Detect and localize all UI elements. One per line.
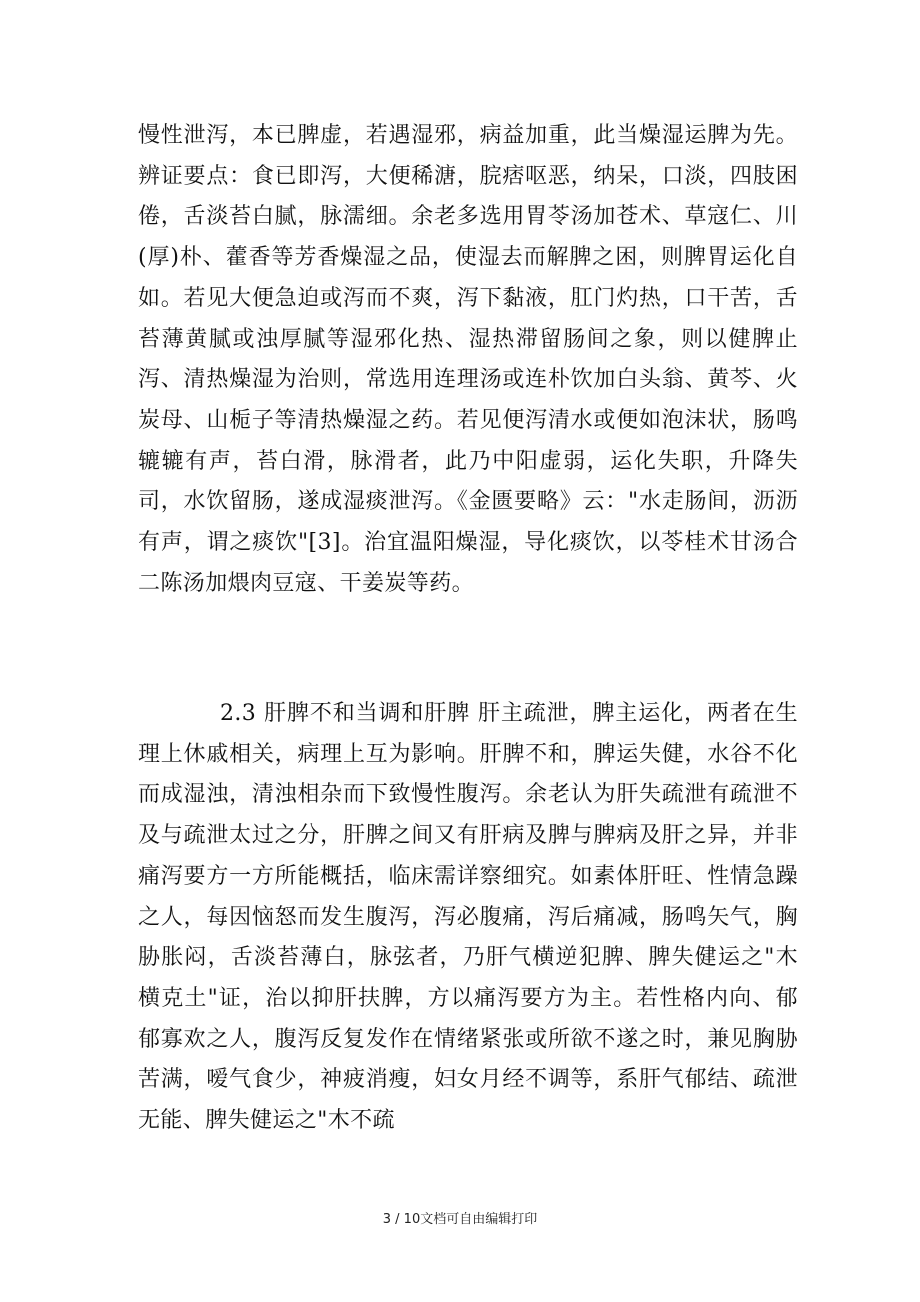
body-paragraph-1: 慢性泄泻，本已脾虚，若遇湿邪，病益加重，此当燥湿运脾为先。辨证要点：食已即泻，大便稀溏，脘痞呕恶，纳呆，口淡，四肢困倦，舌淡苔白腻，脉濡细。余老多选用胃苓汤加苍术、草寇仁、川(厚)朴、藿香等芳香燥湿之品，使湿去而解脾之困，则脾胃运化自如。若见大便急迫或泻而不爽，泻下黏液，肛门灼热，口干苦，舌苔薄黄腻或浊厚腻等湿邪化热、湿热滞留肠间之象，则以健脾止泻、清热燥湿为治则，常选用连理汤或连朴饮加白头翁、黄芩、火炭母、山栀子等清热燥湿之药。若见便泻清水或便如泡沫状，肠鸣辘辘有声，苔白滑，脉滑者，此乃中阳虚弱，运化失职，升降失司，水饮留肠，遂成湿痰泄泻。《金匮要略》云："水走肠间，沥沥有声，谓之痰饮"[3]。治宜温阳燥湿，导化痰饮，以苓桂术甘汤合二陈汤加煨肉豆寇、干姜炭等药。 (138, 123, 798, 596)
body-paragraph-2: 2.3 肝脾不和当调和肝脾 肝主疏泄，脾主运化，两者在生理上休戚相关，病理上互为影响。肝脾不和，脾运失健，水谷不化而成湿浊，清浊相杂而下致慢性腹泻。余老认为肝失疏泄有疏泄不及与疏泄太过之分，肝脾之间又有肝病及脾与脾病及肝之异，并非痛泻要方一方所能概括，临床需详察细究。如素体肝旺、性情急躁之人，每因恼怒而发生腹泻，泻必腹痛，泻后痛减，肠鸣矢气，胸胁胀闷，舌淡苔薄白，脉弦者，乃肝气横逆犯脾、脾失健运之"木横克土"证，治以抑肝扶脾，方以痛泻要方为主。若性格内向、郁郁寡欢之人，腹泻反复发作在情绪紧张或所欲不遂之时，兼见胸胁苦满，嗳气食少，神疲消瘦，妇女月经不调等，系肝气郁结、疏泄无能、脾失健运之"木不疏 (138, 701, 798, 1134)
page-footer: 3 / 10文档可自由编辑打印 (382, 1212, 538, 1227)
